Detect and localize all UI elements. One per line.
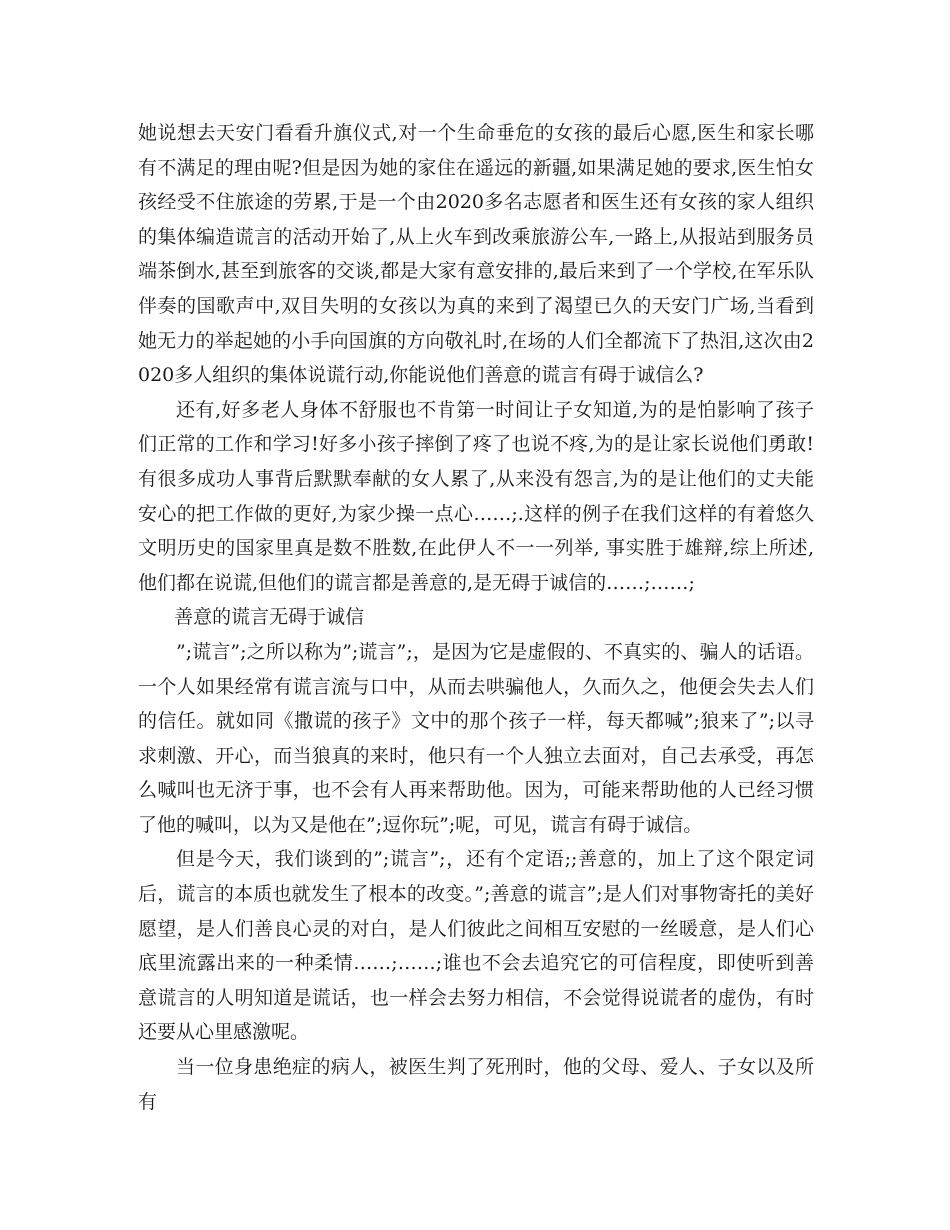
paragraph: ”;谎言”;之所以称为”;谎言”;，是因为它是虚假的、不真实的、骗人的话语。一个人如果经常有谎言流与口中，从而去哄骗他人，久而久之，他便会失去人们的信任。就如同《撒谎的孩子》文中的那个孩子一样，每天都喊”;狼来了”;以寻求刺激、开心，而当狼真的来时，他只有一个人独立去面对，自己去承受，再怎么喊叫也无济于事，也不会有人再来帮助他。因为，可能来帮助他的人已经习惯了他的喊叫，以为又是他在”;逗你玩”;呢，可见，谎言有碍于诚信。 (138, 640, 814, 836)
section-heading: 善意的谎言无碍于诚信 (174, 606, 365, 629)
paragraph: 还有,好多老人身体不舒服也不肯第一时间让子女知道,为的是怕影响了孩子们正常的工作和学习!好多小孩子摔倒了疼了也说不疼,为的是让家长说他们勇敢!有很多成功人事背后默默奉献的女人累了,从来没有怨言,为的是让他们的丈夫能安心的把工作做的更好,为家少操一点心……;.这样的例子在我们这样的有着悠久文明历史的国家里真是数不胜数,在此伊人不一一列举, 事实胜于雄辩,综上所述,他们都在说谎,但他们的谎言都是善意的,是无碍于诚信的……;……; (138, 398, 814, 594)
paragraph-continuation: 她说想去天安门看看升旗仪式,对一个生命垂危的女孩的最后心愿,医生和家长哪有不满足的理由呢?但是因为她的家住在遥远的新疆,如果满足她的要求,医生怕女孩经受不住旅途的劳累,于是一个由2020多名志愿者和医生还有女孩的家人组织的集体编造谎言的活动开始了,从上火车到改乘旅游公车,一路上,从报站到服务员端茶倒水,甚至到旅客的交谈,都是大家有意安排的,最后来到了一个学校,在军乐队伴奏的国歌声中,双目失明的女孩以为真的来到了渴望已久的天安门广场,当看到她无力的举起她的小手向国旗的方向敬礼时,在场的人们全都流下了热泪,这次由2020多人组织的集体说谎行动,你能说他们善意的谎言有碍于诚信么? (138, 122, 814, 387)
document-body (138, 116, 814, 1119)
paragraph: 当一位身患绝症的病人，被医生判了死刑时，他的父母、爱人、子女以及所有 (138, 1056, 814, 1113)
paragraph: 但是今天，我们谈到的”;谎言”;，还有个定语;;善意的，加上了这个限定词后，谎言的本质也就发生了根本的改变。”;善意的谎言”;是人们对事物寄托的美好愿望，是人们善良心灵的对白，是人们彼此之间相互安慰的一丝暖意，是人们心底里流露出来的一种柔情……;……;谁也不会去追究它的可信程度，即使听到善意谎言的人明知道是谎话，也一样会去努力相信，不会觉得说谎者的虚伪，有时还要从心里感激呢。 (138, 848, 814, 1044)
